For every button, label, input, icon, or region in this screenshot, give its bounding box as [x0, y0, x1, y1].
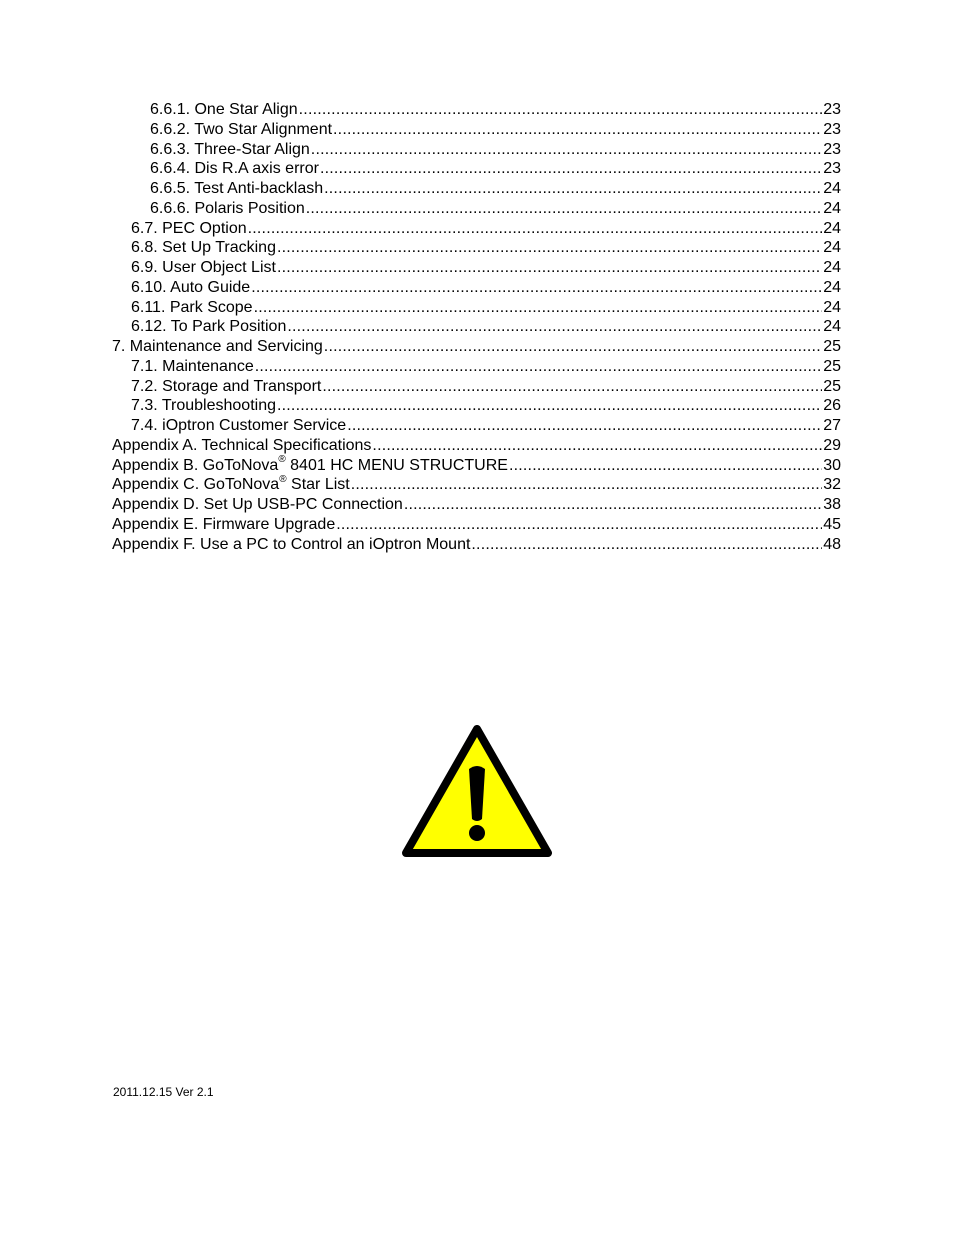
dot-leader [248, 219, 823, 239]
toc-page-number: 26 [823, 397, 841, 415]
toc-entry[interactable] [112, 535, 841, 555]
toc-entry[interactable] [112, 100, 841, 120]
toc-page-number: 23 [823, 140, 841, 158]
dot-leader [311, 140, 822, 160]
toc-entry-title: 6.6.6. Polaris Position [150, 199, 305, 217]
toc-entry[interactable] [112, 199, 841, 219]
toc-entry[interactable] [112, 317, 841, 337]
toc-entry-title: 6.7. PEC Option [131, 219, 247, 237]
dot-leader [333, 120, 822, 140]
dot-leader [320, 159, 822, 179]
warning-triangle-icon [402, 725, 552, 859]
dot-leader [306, 199, 822, 219]
toc-entry-title: 6.11. Park Scope [131, 298, 253, 316]
toc-entry-title: 6.6.4. Dis R.A axis error [150, 160, 319, 178]
registered-mark: ® [278, 454, 286, 466]
dot-leader [324, 179, 822, 199]
dot-leader [509, 456, 822, 476]
dot-leader [324, 337, 822, 357]
toc-entry-title: 7.1. Maintenance [131, 357, 254, 375]
toc-entry[interactable] [112, 298, 841, 318]
toc-page-number: 24 [823, 318, 841, 336]
dot-leader [255, 357, 822, 377]
toc-entry[interactable] [112, 258, 841, 278]
registered-mark: ® [279, 473, 287, 485]
toc-entry-title: Appendix E. Firmware Upgrade [112, 515, 336, 533]
toc-entry[interactable] [112, 337, 841, 357]
dot-leader [251, 278, 822, 298]
toc-page-number: 24 [823, 219, 841, 237]
toc-page-number: 25 [823, 357, 841, 375]
toc-page-number: 23 [823, 120, 841, 138]
toc-entry[interactable] [112, 179, 841, 199]
dot-leader [351, 475, 822, 495]
dot-leader [277, 238, 822, 258]
dot-leader [404, 495, 822, 515]
toc-page-number: 25 [823, 377, 841, 395]
toc-page-number: 23 [823, 101, 841, 118]
dot-leader [277, 396, 822, 416]
dot-leader [299, 100, 823, 120]
toc-page-number: 38 [823, 496, 841, 513]
toc-entry[interactable] [112, 278, 841, 298]
footer-version: 2011.12.15 Ver 2.1 [113, 1085, 214, 1099]
toc-entry-title: Appendix D. Set Up USB-PC Connection [112, 496, 403, 513]
dot-leader [322, 377, 822, 397]
toc-entry[interactable] [112, 475, 841, 495]
toc-entry[interactable] [112, 377, 841, 397]
dot-leader [347, 416, 822, 436]
toc-entry[interactable] [112, 456, 841, 476]
toc-entry-title: Appendix B. GoToNova® 8401 HC MENU STRUCTURE [112, 454, 508, 474]
toc-page-number: 27 [823, 417, 841, 434]
toc-entry-title: 6.10. Auto Guide [131, 278, 251, 296]
toc-page-number: 24 [823, 298, 841, 316]
toc-entry[interactable] [112, 436, 841, 456]
toc-entry-title: 7.4. iOptron Customer Service [131, 417, 347, 434]
toc-entry[interactable] [112, 396, 841, 416]
dot-leader [254, 298, 823, 318]
dot-leader [287, 317, 822, 337]
toc-entry[interactable] [112, 357, 841, 377]
table-of-contents [112, 100, 841, 554]
toc-entry[interactable] [112, 219, 841, 239]
toc-entry-title: 7. Maintenance and Servicing [112, 338, 323, 355]
toc-entry-title: 6.6.3. Three-Star Align [150, 140, 310, 158]
toc-page-number: 23 [823, 160, 841, 178]
toc-entry-title: 6.8. Set Up Tracking [131, 239, 276, 257]
dot-leader [336, 515, 822, 535]
toc-entry[interactable] [112, 120, 841, 140]
dot-leader [471, 535, 822, 555]
toc-page-number: 45 [823, 515, 841, 533]
toc-entry[interactable] [112, 140, 841, 160]
toc-entry[interactable] [112, 159, 841, 179]
toc-entry-title: 6.6.2. Two Star Alignment [150, 120, 333, 138]
toc-page-number: 24 [823, 199, 841, 217]
toc-page-number: 32 [823, 476, 841, 494]
toc-page-number: 25 [823, 338, 841, 355]
toc-entry-title: Appendix A. Technical Specifications [112, 436, 372, 454]
toc-entry[interactable] [112, 495, 841, 515]
toc-entry-title: 6.6.5. Test Anti-backlash [150, 180, 324, 197]
toc-page-number: 24 [823, 180, 841, 197]
toc-page-number: 48 [823, 535, 841, 553]
toc-entry[interactable] [112, 416, 841, 436]
toc-entry-title: Appendix F. Use a PC to Control an iOptron Mount [112, 535, 471, 553]
toc-page-number: 29 [823, 436, 841, 454]
dot-leader [277, 258, 822, 278]
toc-page-number: 30 [823, 456, 841, 474]
dot-leader [372, 436, 822, 456]
toc-entry-title: 6.12. To Park Position [131, 318, 287, 336]
toc-entry-title: Appendix C. GoToNova® Star List [112, 473, 350, 494]
toc-entry-title: 6.6.1. One Star Align [150, 101, 298, 118]
toc-entry[interactable] [112, 515, 841, 535]
toc-entry[interactable] [112, 238, 841, 258]
toc-page-number: 24 [823, 259, 841, 276]
toc-page-number: 24 [823, 239, 841, 257]
toc-entry-title: 7.2. Storage and Transport [131, 377, 322, 395]
toc-page-number: 24 [823, 278, 841, 296]
toc-entry-title: 7.3. Troubleshooting [131, 397, 276, 415]
toc-entry-title: 6.9. User Object List [131, 259, 276, 276]
